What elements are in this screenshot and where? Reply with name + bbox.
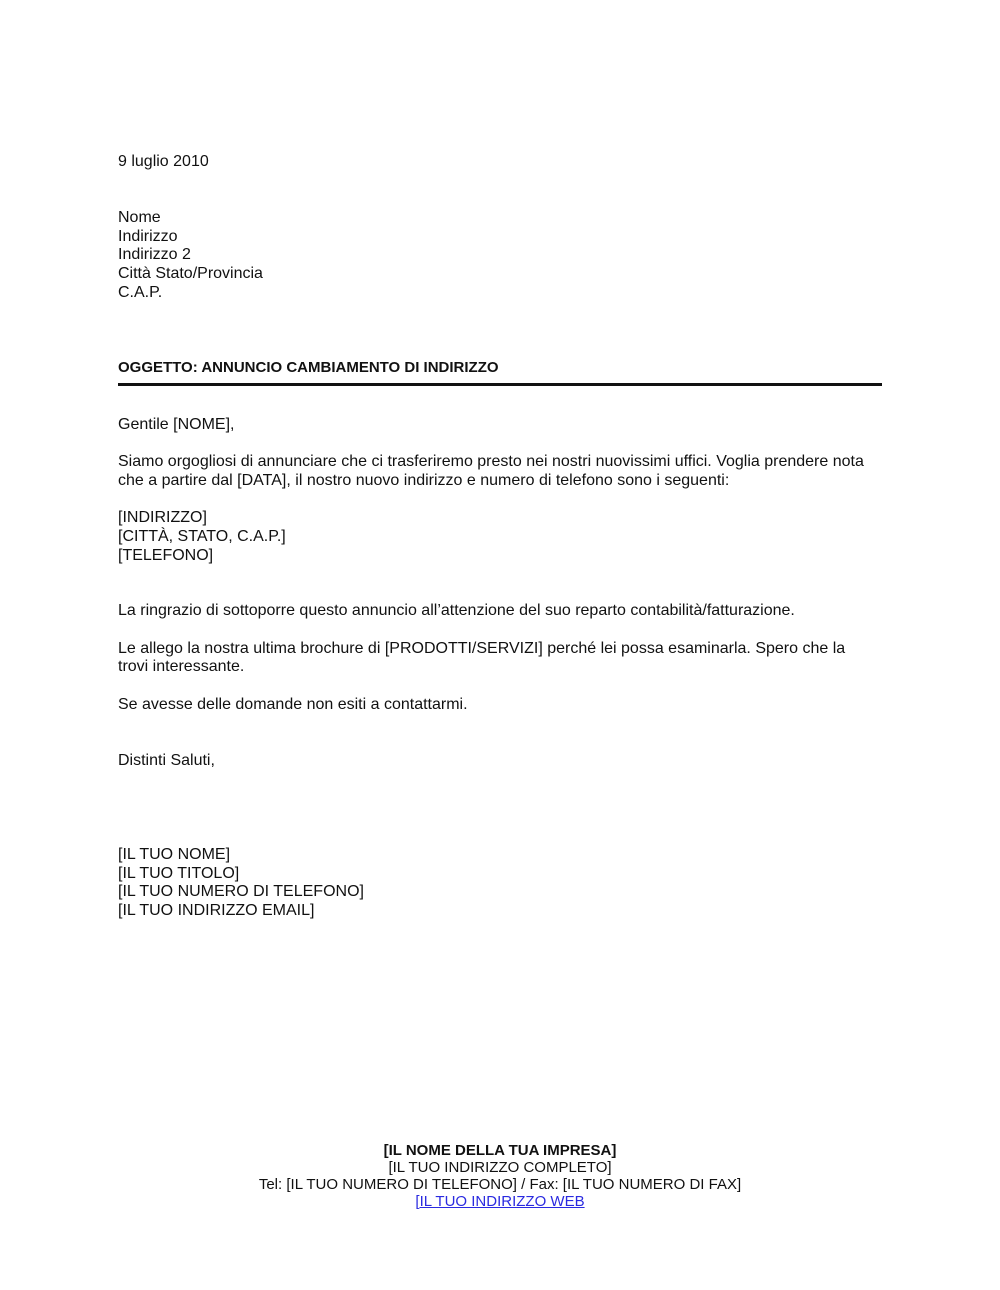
new-address-street: [INDIRIZZO]: [118, 509, 207, 526]
salutation: Gentile [NOME],: [118, 416, 235, 433]
new-address-phone: [TELEFONO]: [118, 547, 214, 564]
subject-divider: [118, 383, 882, 386]
signature-phone: [IL TUO NUMERO DI TELEFONO]: [118, 883, 364, 900]
paragraph-3-line-2: trovi interessante.: [118, 658, 245, 675]
new-address-city: [CITTÀ, STATO, C.A.P.]: [118, 528, 286, 545]
letter-date: 9 luglio 2010: [118, 153, 209, 170]
paragraph-2: La ringrazio di sottoporre questo annuncio all’attenzione del suo reparto contabilità/fatturazione.: [118, 602, 795, 619]
signature-email: [IL TUO INDIRIZZO EMAIL]: [118, 902, 315, 919]
paragraph-3-line-1: Le allego la nostra ultima brochure di [PRODOTTI/SERVIZI] perché lei possa esaminarla. Spero che la: [118, 640, 846, 657]
recipient-city: Città Stato/Provincia: [118, 265, 263, 282]
paragraph-1-line-2: che a partire dal [DATA], il nostro nuovo indirizzo e numero di telefono sono i seguenti:: [118, 472, 730, 489]
signature-title: [IL TUO TITOLO]: [118, 865, 240, 882]
signature-name: [IL TUO NOME]: [118, 846, 231, 863]
recipient-zip: C.A.P.: [118, 284, 163, 301]
footer-full-address: [IL TUO INDIRIZZO COMPLETO]: [388, 1159, 612, 1176]
footer-web-link[interactable]: [IL TUO INDIRIZZO WEB: [415, 1193, 585, 1210]
paragraph-4: Se avesse delle domande non esiti a contattarmi.: [118, 696, 468, 713]
recipient-name: Nome: [118, 209, 161, 226]
subject-line: OGGETTO: ANNUNCIO CAMBIAMENTO DI INDIRIZZO: [118, 359, 499, 376]
footer-company-name: [IL NOME DELLA TUA IMPRESA]: [383, 1142, 617, 1159]
recipient-address: Indirizzo: [118, 228, 178, 245]
footer-contact: Tel: [IL TUO NUMERO DI TELEFONO] / Fax: [IL TUO NUMERO DI FAX]: [258, 1176, 742, 1193]
paragraph-1-line-1: Siamo orgogliosi di annunciare che ci trasferiremo presto nei nostri nuovissimi uffici. Voglia prendere nota: [118, 453, 864, 470]
recipient-address-2: Indirizzo 2: [118, 246, 191, 263]
closing: Distinti Saluti,: [118, 752, 215, 769]
